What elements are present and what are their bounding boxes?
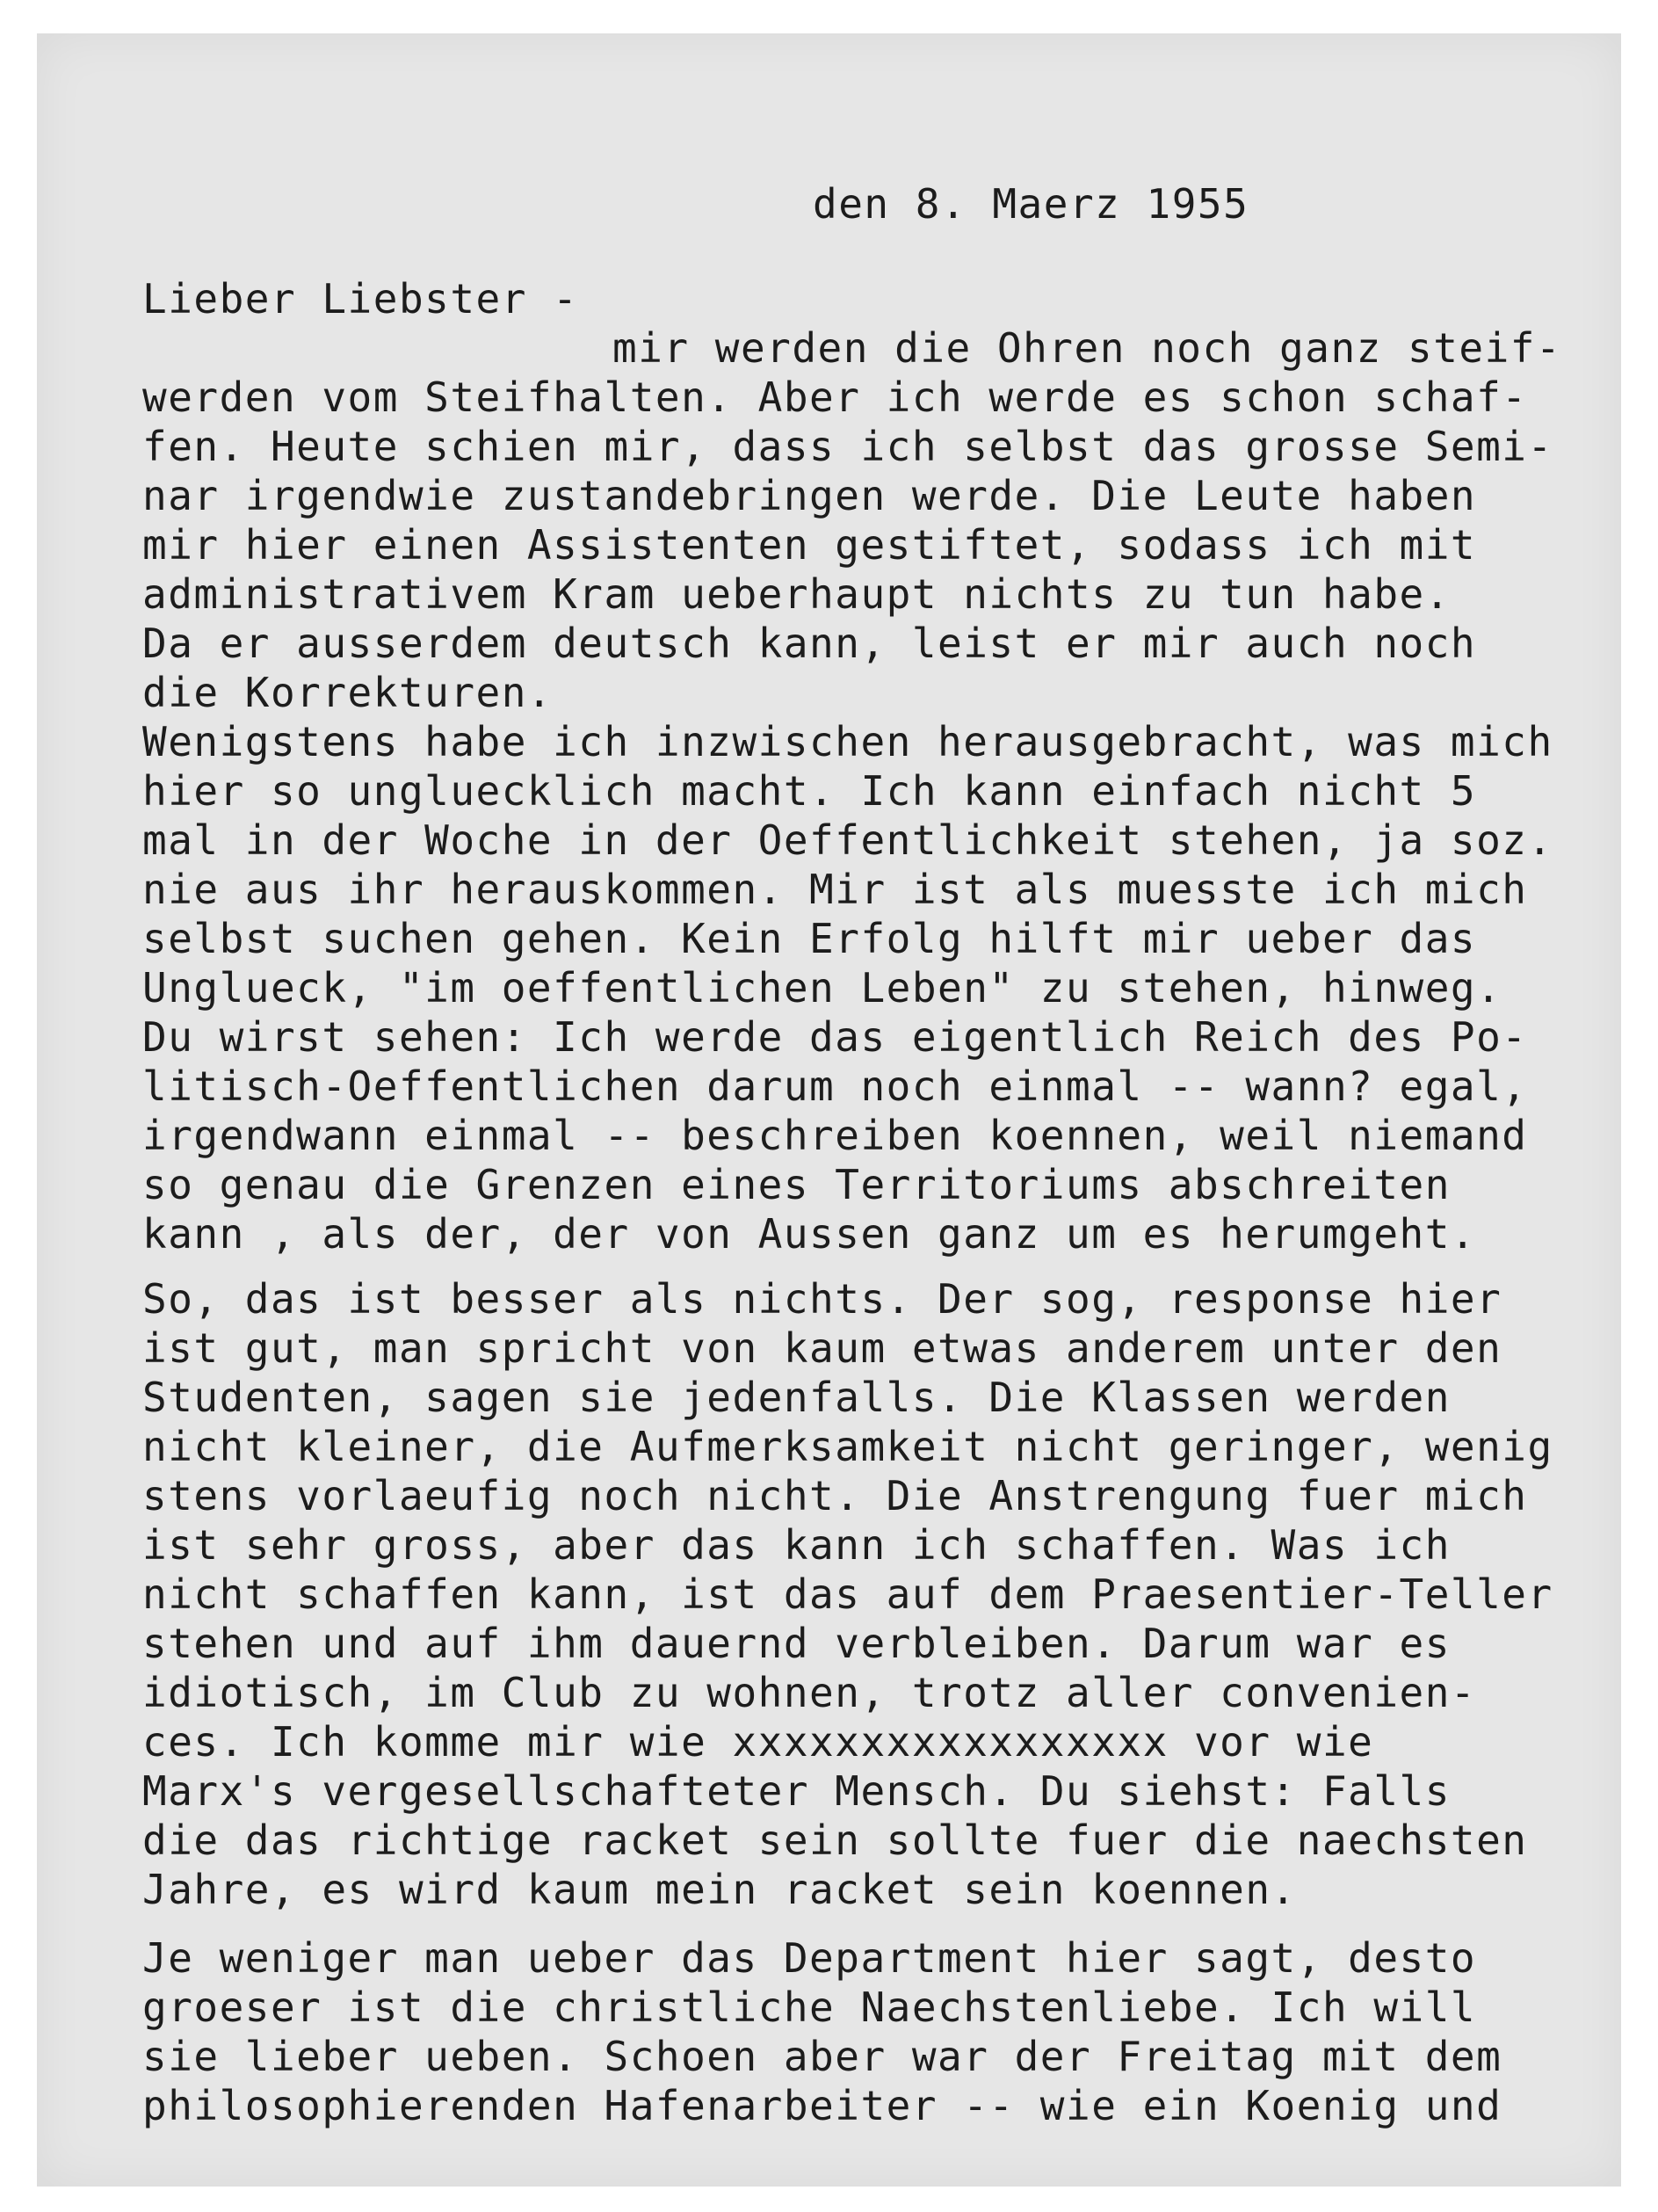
text-line: mir werden die Ohren noch ganz steif- bbox=[612, 324, 1562, 372]
text-line: selbst suchen gehen. Kein Erfolg hilft mir ueber das bbox=[142, 915, 1477, 962]
paragraph-2 bbox=[142, 1274, 1553, 1914]
text-line: die Korrekturen. bbox=[142, 669, 554, 716]
text-line: so genau die Grenzen eines Territoriums abschreiten bbox=[142, 1161, 1451, 1208]
text-line: irgendwann einmal -- beschreiben koennen, weil niemand bbox=[142, 1112, 1528, 1159]
text-line: mir hier einen Assistenten gestiftet, sodass ich mit bbox=[142, 521, 1477, 569]
text-line: die das richtige racket sein sollte fuer die naechsten bbox=[142, 1817, 1528, 1864]
text-line: mal in der Woche in der Oeffentlichkeit stehen, ja soz. bbox=[142, 816, 1553, 864]
text-line: Du wirst sehen: Ich werde das eigentlich Reich des Po- bbox=[142, 1013, 1528, 1061]
text-line: nie aus ihr herauskommen. Mir ist als muesste ich mich bbox=[142, 866, 1528, 913]
text-line: Unglueck, "im oeffentlichen Leben" zu stehen, hinweg. bbox=[142, 964, 1502, 1012]
text-line: nicht schaffen kann, ist das auf dem Praesentier-Teller bbox=[142, 1570, 1553, 1618]
text-line: ist gut, man spricht von kaum etwas anderem unter den bbox=[142, 1324, 1502, 1372]
text-line: litisch-Oeffentlichen darum noch einmal -- wann? egal, bbox=[142, 1062, 1528, 1110]
text-line: nar irgendwie zustandebringen werde. Die Leute haben bbox=[142, 472, 1477, 519]
text-line: groeser ist die christliche Naechstenliebe. Ich will bbox=[142, 1984, 1477, 2031]
letter-date: den 8. Maerz 1955 bbox=[813, 180, 1249, 228]
paragraph-1 bbox=[142, 323, 1561, 1258]
text-line: nicht kleiner, die Aufmerksamkeit nicht geringer, wenig bbox=[142, 1423, 1553, 1470]
text-line: kann , als der, der von Aussen ganz um es herumgeht. bbox=[142, 1210, 1477, 1258]
text-line: hier so ungluecklich macht. Ich kann einfach nicht 5 bbox=[142, 767, 1477, 815]
paragraph-3 bbox=[142, 1933, 1502, 2130]
letter-salutation: Lieber Liebster - bbox=[142, 275, 579, 323]
text-line: Jahre, es wird kaum mein racket sein koennen. bbox=[142, 1866, 1297, 1913]
text-line: administrativem Kram ueberhaupt nichts zu tun habe. bbox=[142, 570, 1451, 618]
text-line: sie lieber ueben. Schoen aber war der Freitag mit dem bbox=[142, 2033, 1502, 2080]
text-line: stehen und auf ihm dauernd verbleiben. Darum war es bbox=[142, 1620, 1451, 1667]
text-line: stens vorlaeufig noch nicht. Die Anstrengung fuer mich bbox=[142, 1472, 1528, 1519]
text-line: So, das ist besser als nichts. Der sog, response hier bbox=[142, 1275, 1502, 1323]
text-line: Je weniger man ueber das Department hier sagt, desto bbox=[142, 1934, 1477, 1982]
text-line: Studenten, sagen sie jedenfalls. Die Klassen werden bbox=[142, 1374, 1451, 1421]
text-line: philosophierenden Hafenarbeiter -- wie ein Koenig und bbox=[142, 2082, 1502, 2129]
text-line: fen. Heute schien mir, dass ich selbst das grosse Semi- bbox=[142, 423, 1553, 470]
text-line: Wenigstens habe ich inzwischen herausgebracht, was mich bbox=[142, 718, 1553, 765]
text-line: idiotisch, im Club zu wohnen, trotz aller convenien- bbox=[142, 1669, 1477, 1716]
text-line: werden vom Steifhalten. Aber ich werde es schon schaf- bbox=[142, 374, 1528, 421]
text-line: ces. Ich komme mir wie xxxxxxxxxxxxxxxxx vor wie bbox=[142, 1718, 1374, 1766]
text-line: Marx's vergesellschafteter Mensch. Du siehst: Falls bbox=[142, 1767, 1451, 1815]
text-line: ist sehr gross, aber das kann ich schaffen. Was ich bbox=[142, 1521, 1451, 1569]
text-line: Da er ausserdem deutsch kann, leist er mir auch noch bbox=[142, 620, 1477, 667]
